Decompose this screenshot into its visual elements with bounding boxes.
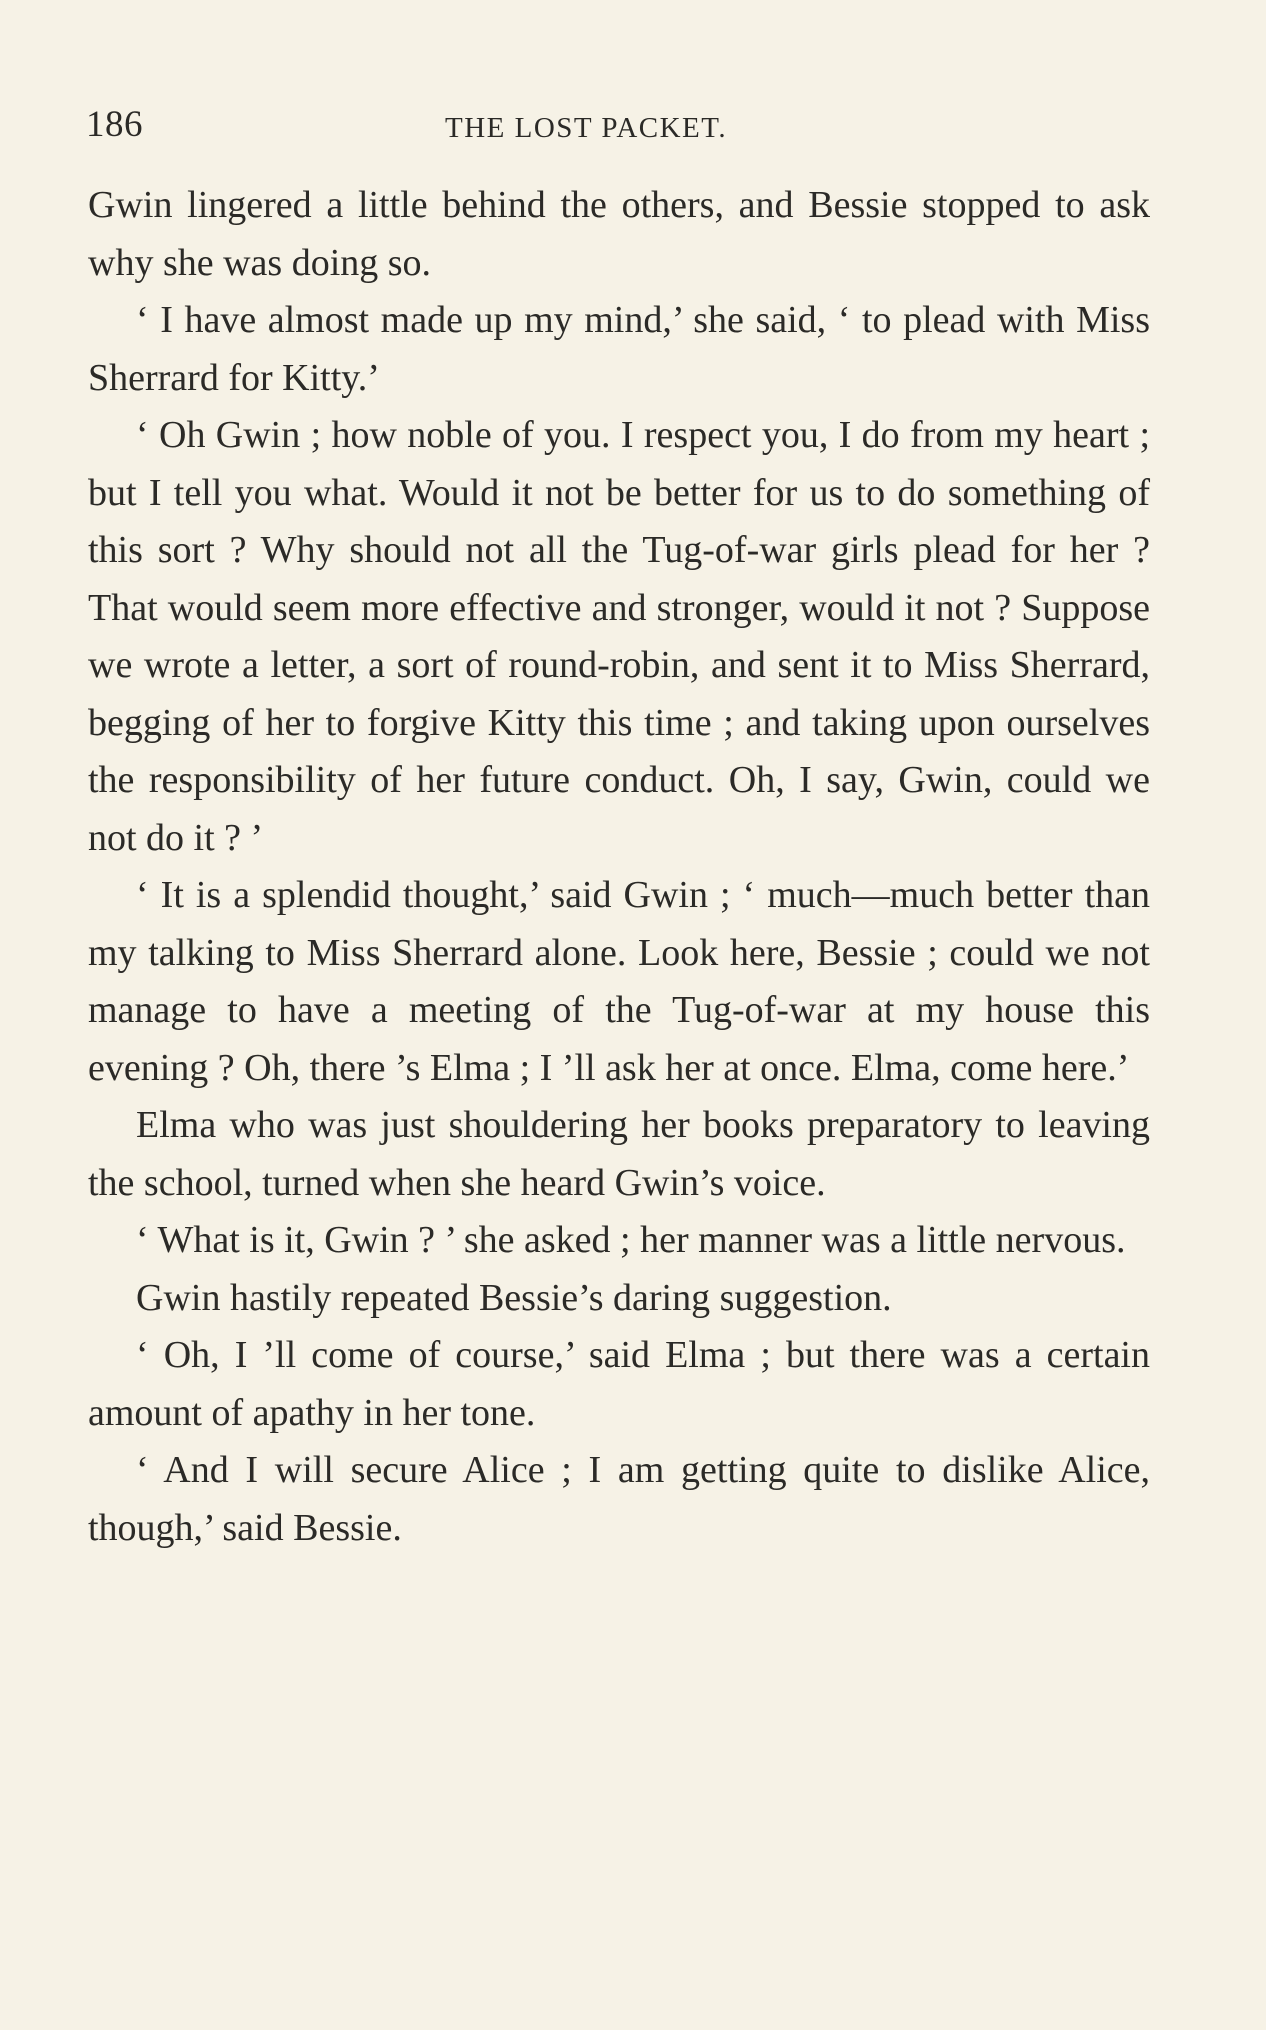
page-number: 186: [86, 104, 143, 145]
paragraph: ‘ Oh Gwin ; how noble of you. I respect you, I do from my heart ; but I tell you what. Would it not be better for us to do something of this sort ? Why should not all the Tug-of-war girls plead for her ? That would seem more effective and stronger, would it not ? Suppose we wrote a letter, a sort of round-robin, and sent it to Miss Sherrard, begging of her to forgive Kitty this time ; and taking upon ourselves the responsibility of her future conduct. Oh, I say, Gwin, could we not do it ? ’: [88, 414, 1150, 859]
paragraph: ‘ It is a splendid thought,’ said Gwin ; ‘ much—much better than my talking to Miss Sherrard alone. Look here, Bessie ; could we not manage to have a meeting of the Tug-of-war at my house this evening ? Oh, there ’s Elma ; I ’ll ask her at once. Elma, come here.’: [88, 874, 1150, 1089]
paragraph: ‘ What is it, Gwin ? ’ she asked ; her manner was a little nervous.: [136, 1219, 1126, 1261]
paragraph: Gwin lingered a little behind the others, and Bessie stopped to ask why she was doing so.: [88, 184, 1150, 284]
running-title: THE LOST PACKET.: [445, 112, 728, 144]
page-header: [86, 100, 796, 150]
paragraph: ‘ And I will secure Alice ; I am getting quite to dislike Alice, though,’ said Bessie.: [88, 1449, 1150, 1549]
paragraph: ‘ I have almost made up my mind,’ she said, ‘ to plead with Miss Sherrard for Kitty.’: [88, 299, 1150, 399]
paragraph: Gwin hastily repeated Bessie’s daring suggestion.: [136, 1276, 892, 1319]
paragraph: Elma who was just shouldering her books preparatory to leaving the school, turned when she heard Gwin’s voice.: [88, 1104, 1150, 1204]
paragraph: ‘ Oh, I ’ll come of course,’ said Elma ; but there was a certain amount of apathy in her tone.: [88, 1334, 1150, 1434]
body-text: [88, 177, 1150, 1557]
